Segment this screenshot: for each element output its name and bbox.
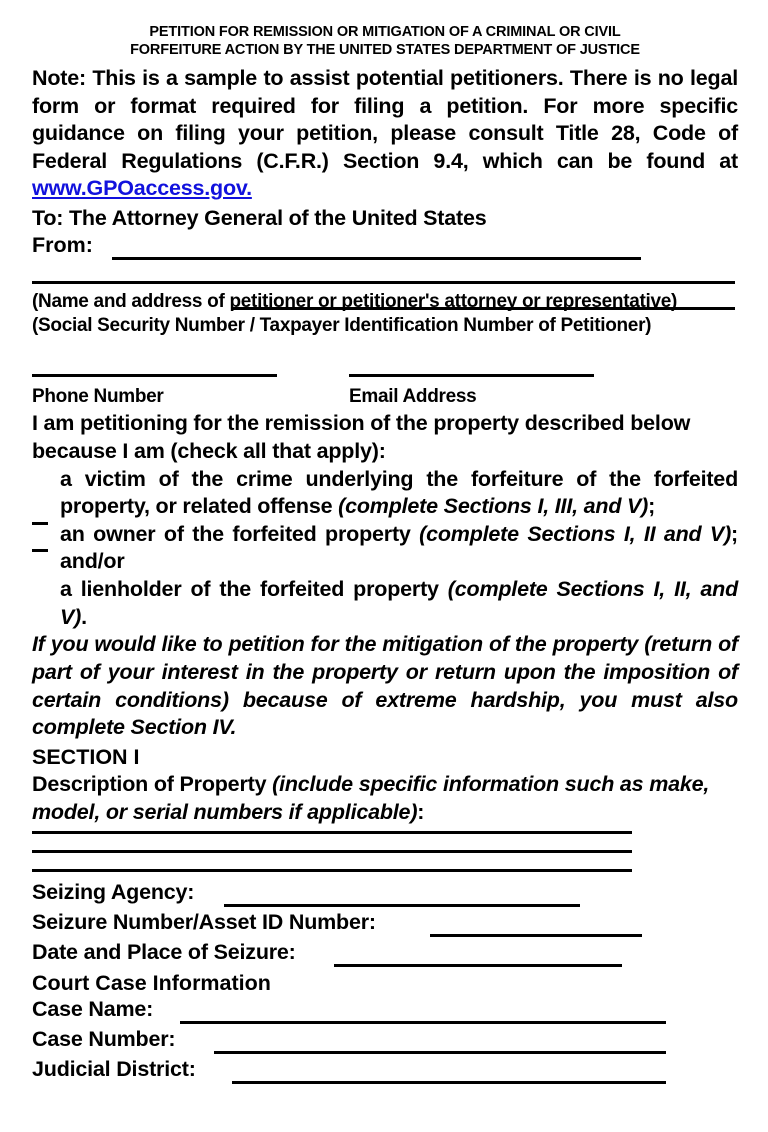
from-label: From:: [32, 232, 93, 257]
checklist-plain-1: a lienholder of the forfeited property: [60, 577, 448, 602]
from-input-line[interactable]: [112, 257, 641, 260]
checklist-item-lienholder[interactable]: [32, 576, 738, 631]
case-name-input-line[interactable]: [180, 1021, 666, 1024]
seizure-number-input-line[interactable]: [430, 934, 642, 937]
contact-lines-row: [32, 338, 738, 386]
document-content: [32, 24, 738, 1087]
email-address-label: Email Address: [349, 386, 477, 408]
mitigation-paragraph: If you would like to petition for the mitigation of the property (return of part of your interest in the property or return upon the imposition of certain conditions) because of extreme hardship, you must also complete Section IV.: [32, 632, 738, 740]
description-of-property-label: [32, 771, 738, 826]
phone-number-label: Phone Number: [32, 386, 164, 408]
gpo-access-link[interactable]: www.GPOaccess.gov.: [32, 176, 252, 201]
checklist-italic-1: (complete Sections I, II, and V): [60, 577, 739, 629]
seizing-agency-label: Seizing Agency:: [32, 879, 195, 904]
checklist-italic-1: (complete Sections I, III, and V): [338, 494, 649, 519]
description-blank-line[interactable]: [32, 869, 632, 872]
case-number-input-line[interactable]: [214, 1051, 666, 1054]
field-date-place-seizure: [32, 940, 738, 970]
note-paragraph: [32, 65, 738, 203]
field-case-number: [32, 1027, 738, 1057]
case-name-label: Case Name:: [32, 997, 154, 1022]
name-address-caption-text: (Name and address of petitioner or petitioner's attorney or representative): [32, 290, 678, 312]
ssn-caption: (Social Security Number / Taxpayer Identification Number of Petitioner): [32, 315, 652, 337]
checkbox-dash-icon[interactable]: [32, 549, 48, 552]
field-case-name: [32, 997, 738, 1027]
court-case-information-heading: Court Case Information: [32, 970, 271, 995]
phone-input-line[interactable]: [32, 374, 277, 377]
checklist-item-victim[interactable]: [32, 466, 738, 521]
checklist-plain-1: an owner of the forfeited property: [60, 521, 420, 546]
description-label-tail: :: [417, 800, 425, 825]
from-row: [32, 233, 738, 263]
section-one-heading: SECTION I: [32, 744, 140, 769]
date-place-seizure-label: Date and Place of Seizure:: [32, 939, 296, 964]
checklist-item-text: [60, 521, 738, 576]
judicial-district-label: Judicial District:: [32, 1057, 196, 1082]
petition-intro: I am petitioning for the remission of the property described below because I am (check all that apply):: [32, 411, 691, 463]
checklist-plain-2: .: [81, 604, 87, 629]
field-judicial-district: [32, 1057, 738, 1087]
title-line-2: FORFEITURE ACTION BY THE UNITED STATES DEPARTMENT OF JUSTICE: [130, 41, 640, 58]
page-title: [32, 24, 738, 60]
note-text: Note: This is a sample to assist potential petitioners. There is no legal form or format required for filing a petition. For more specific guidance on filing your petition, please consult Title 28, Code of Federal Regulations (C.F.R.) Section 9.4, which can be found at: [32, 65, 738, 173]
seizure-number-label: Seizure Number/Asset ID Number:: [32, 909, 376, 934]
description-blank-line[interactable]: [32, 831, 632, 834]
checklist-plain-2: ;: [648, 494, 656, 519]
checklist-plain-1: a victim of the crime underlying the forfeiture of the forfeited property, or related offense: [60, 466, 738, 519]
addressee-line: To: The Attorney General of the United States: [32, 206, 487, 231]
description-blank-line[interactable]: [32, 850, 632, 853]
ssn-input-line[interactable]: [232, 307, 735, 310]
description-label-italic: (include specific information such as make, model, or serial numbers if applicable): [32, 772, 710, 825]
case-number-label: Case Number:: [32, 1027, 176, 1052]
date-place-seizure-input-line[interactable]: [334, 964, 622, 967]
email-input-line[interactable]: [349, 374, 594, 377]
contact-labels-row: [32, 386, 738, 412]
seizing-agency-input-line[interactable]: [224, 904, 580, 907]
judicial-district-input-line[interactable]: [232, 1081, 666, 1084]
checklist-item-owner[interactable]: [32, 521, 738, 576]
description-blank-lines: [32, 831, 738, 872]
checklist-italic-1: (complete Sections I, II and V): [419, 521, 732, 546]
address-line-row: [32, 263, 738, 291]
field-seizing-agency: [32, 880, 738, 910]
title-line-1: PETITION FOR REMISSION OR MITIGATION OF A CRIMINAL OR CIVIL: [149, 24, 621, 40]
checklist-plain-2: ; and/or: [60, 521, 738, 574]
address-input-line[interactable]: [32, 281, 735, 284]
checklist-item-text: [60, 576, 738, 631]
description-label-plain: Description of Property: [32, 772, 273, 797]
checklist-item-text: [60, 466, 738, 521]
field-seizure-number: [32, 910, 738, 940]
